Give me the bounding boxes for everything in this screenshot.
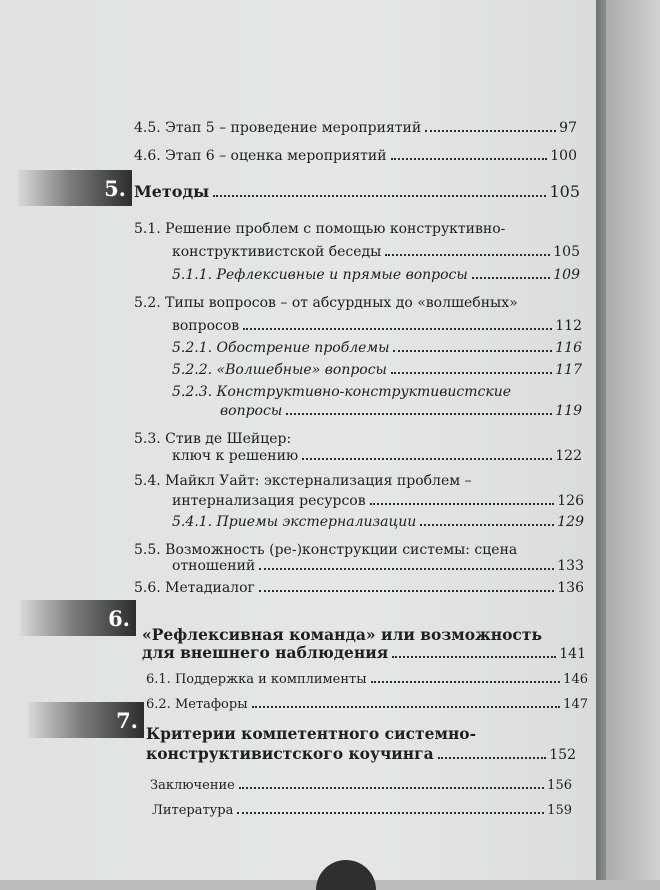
- toc-entry-5-5-line1: 5.5. Возможность (ре-)конструкции системы: сцена: [134, 542, 518, 558]
- toc-page-number: 156: [547, 778, 572, 793]
- toc-entry-5-3: [172, 448, 582, 464]
- dot-leader: [393, 350, 552, 352]
- toc-entry-5-3-line1: 5.3. Стив де Шейцер:: [134, 431, 292, 447]
- dot-leader: [438, 757, 547, 759]
- toc-entry-label: 5.1.1. Рефлексивные и прямые вопросы: [172, 267, 468, 283]
- toc-page-number: 136: [557, 580, 584, 596]
- toc-entry-5-1-line1: 5.1. Решение проблем с помощью конструктивно-: [134, 221, 506, 237]
- toc-entry-label: конструктивистской беседы: [172, 244, 382, 260]
- toc-page-number: 105: [549, 182, 580, 201]
- dot-leader: [252, 706, 561, 708]
- toc-page-number: 129: [557, 514, 584, 530]
- toc-entry-5-4-1: [172, 514, 584, 530]
- toc-entry-label: 4.5. Этап 5 – проведение мероприятий: [134, 120, 422, 136]
- toc-page-number: 109: [553, 267, 580, 283]
- toc-page-number: 116: [555, 340, 582, 356]
- toc-entry-label: 5.4.1. Приемы экстернализации: [172, 514, 417, 530]
- chapter-number: 5.: [104, 175, 126, 201]
- toc-page-number: 141: [559, 646, 586, 662]
- chapter-title: Методы: [134, 182, 210, 201]
- toc-chapter-7: [146, 744, 576, 763]
- toc-entry-label: 4.6. Этап 6 – оценка мероприятий: [134, 148, 387, 164]
- toc-entry-label: 6.2. Метафоры: [146, 697, 248, 712]
- toc-page-number: 117: [555, 362, 582, 378]
- chapter-6-badge: [20, 600, 136, 636]
- toc-entry-label: 6.1. Поддержка и комплименты: [146, 672, 367, 687]
- toc-page-number: 97: [559, 120, 577, 136]
- toc-page-number: 119: [555, 403, 582, 419]
- toc-chapter-5: [134, 182, 580, 201]
- toc-entry-4-6: [134, 148, 577, 164]
- toc-entry-label: Литература: [152, 803, 234, 818]
- toc-entry-label: Заключение: [150, 778, 235, 793]
- toc-entry-5-2-line1: 5.2. Типы вопросов – от абсурдных до «волшебных»: [134, 295, 518, 311]
- toc-entry-6-2: [146, 697, 588, 712]
- dot-leader: [425, 130, 556, 132]
- dot-leader: [391, 372, 552, 374]
- dot-leader: [392, 656, 556, 658]
- toc-entry-5-2-1: [172, 340, 582, 356]
- toc-entry-label: интернализация ресурсов: [172, 493, 366, 509]
- toc-page-number: 152: [549, 747, 576, 763]
- toc-entry-5-2: [172, 318, 582, 334]
- toc-entry-4-5: [134, 120, 577, 136]
- toc-entry-label: 5.6. Метадиалог: [134, 580, 255, 596]
- dot-leader: [259, 590, 554, 592]
- chapter-7-badge: [28, 702, 144, 738]
- chapter-title: конструктивистского коучинга: [146, 744, 434, 763]
- toc-page-number: 126: [557, 493, 584, 509]
- toc-entry-label: вопросы: [220, 403, 283, 419]
- toc-entry-label: вопросов: [172, 318, 240, 334]
- toc-entry-5-2-3-line1: 5.2.3. Конструктивно-конструктивистские: [172, 384, 512, 400]
- toc-entry-5-1-1: [172, 267, 580, 283]
- toc-entry-5-5: [172, 558, 584, 574]
- chapter-title: для внешнего наблюдения: [142, 643, 389, 662]
- toc-entry-label: 5.2.1. Обострение проблемы: [172, 340, 390, 356]
- toc-entry-6-1: [146, 672, 588, 687]
- chapter-5-badge: [18, 170, 132, 206]
- dot-leader: [302, 458, 552, 460]
- toc-entry-literature: [152, 803, 572, 818]
- toc-entry-5-4: [172, 493, 584, 509]
- toc-entry-label: отношений: [172, 558, 256, 574]
- toc-entry-5-2-3: [220, 403, 582, 419]
- dot-leader: [371, 681, 561, 683]
- chapter-7-title-line1: Критерии компетентного системно-: [146, 724, 477, 743]
- toc-entry-5-1: [172, 244, 580, 260]
- toc-page-number: 146: [563, 672, 588, 687]
- chapter-number: 7.: [116, 707, 138, 733]
- dot-leader: [239, 787, 544, 789]
- dot-leader: [370, 503, 555, 505]
- dot-leader: [420, 524, 554, 526]
- dot-leader: [472, 277, 550, 279]
- chapter-number: 6.: [108, 605, 130, 631]
- toc-entry-5-2-2: [172, 362, 582, 378]
- toc-entry-5-6: [134, 580, 584, 596]
- dot-leader: [391, 158, 548, 160]
- toc-page-number: 147: [563, 697, 588, 712]
- dot-leader: [213, 195, 546, 197]
- chapter-6-title-line1: «Рефлексивная команда» или возможность: [142, 625, 542, 644]
- toc-page-number: 159: [547, 803, 572, 818]
- toc-page-number: 112: [555, 318, 582, 334]
- toc-page-number: 105: [553, 244, 580, 260]
- toc-entry-label: ключ к решению: [172, 448, 299, 464]
- dot-leader: [385, 254, 550, 256]
- dot-leader: [237, 812, 544, 814]
- toc-entry-label: 5.2.2. «Волшебные» вопросы: [172, 362, 387, 378]
- dot-leader: [243, 328, 552, 330]
- toc-page-number: 133: [557, 558, 584, 574]
- toc-entry-5-4-line1: 5.4. Майкл Уайт: экстернализация проблем –: [134, 473, 472, 489]
- dot-leader: [286, 413, 552, 415]
- toc-page-number: 100: [550, 148, 577, 164]
- toc-chapter-6: [142, 643, 586, 662]
- toc-page-number: 122: [555, 448, 582, 464]
- page-number-tab: [316, 860, 376, 890]
- dot-leader: [259, 568, 554, 570]
- facing-page-edge: [606, 0, 660, 880]
- toc-entry-conclusion: [150, 778, 572, 793]
